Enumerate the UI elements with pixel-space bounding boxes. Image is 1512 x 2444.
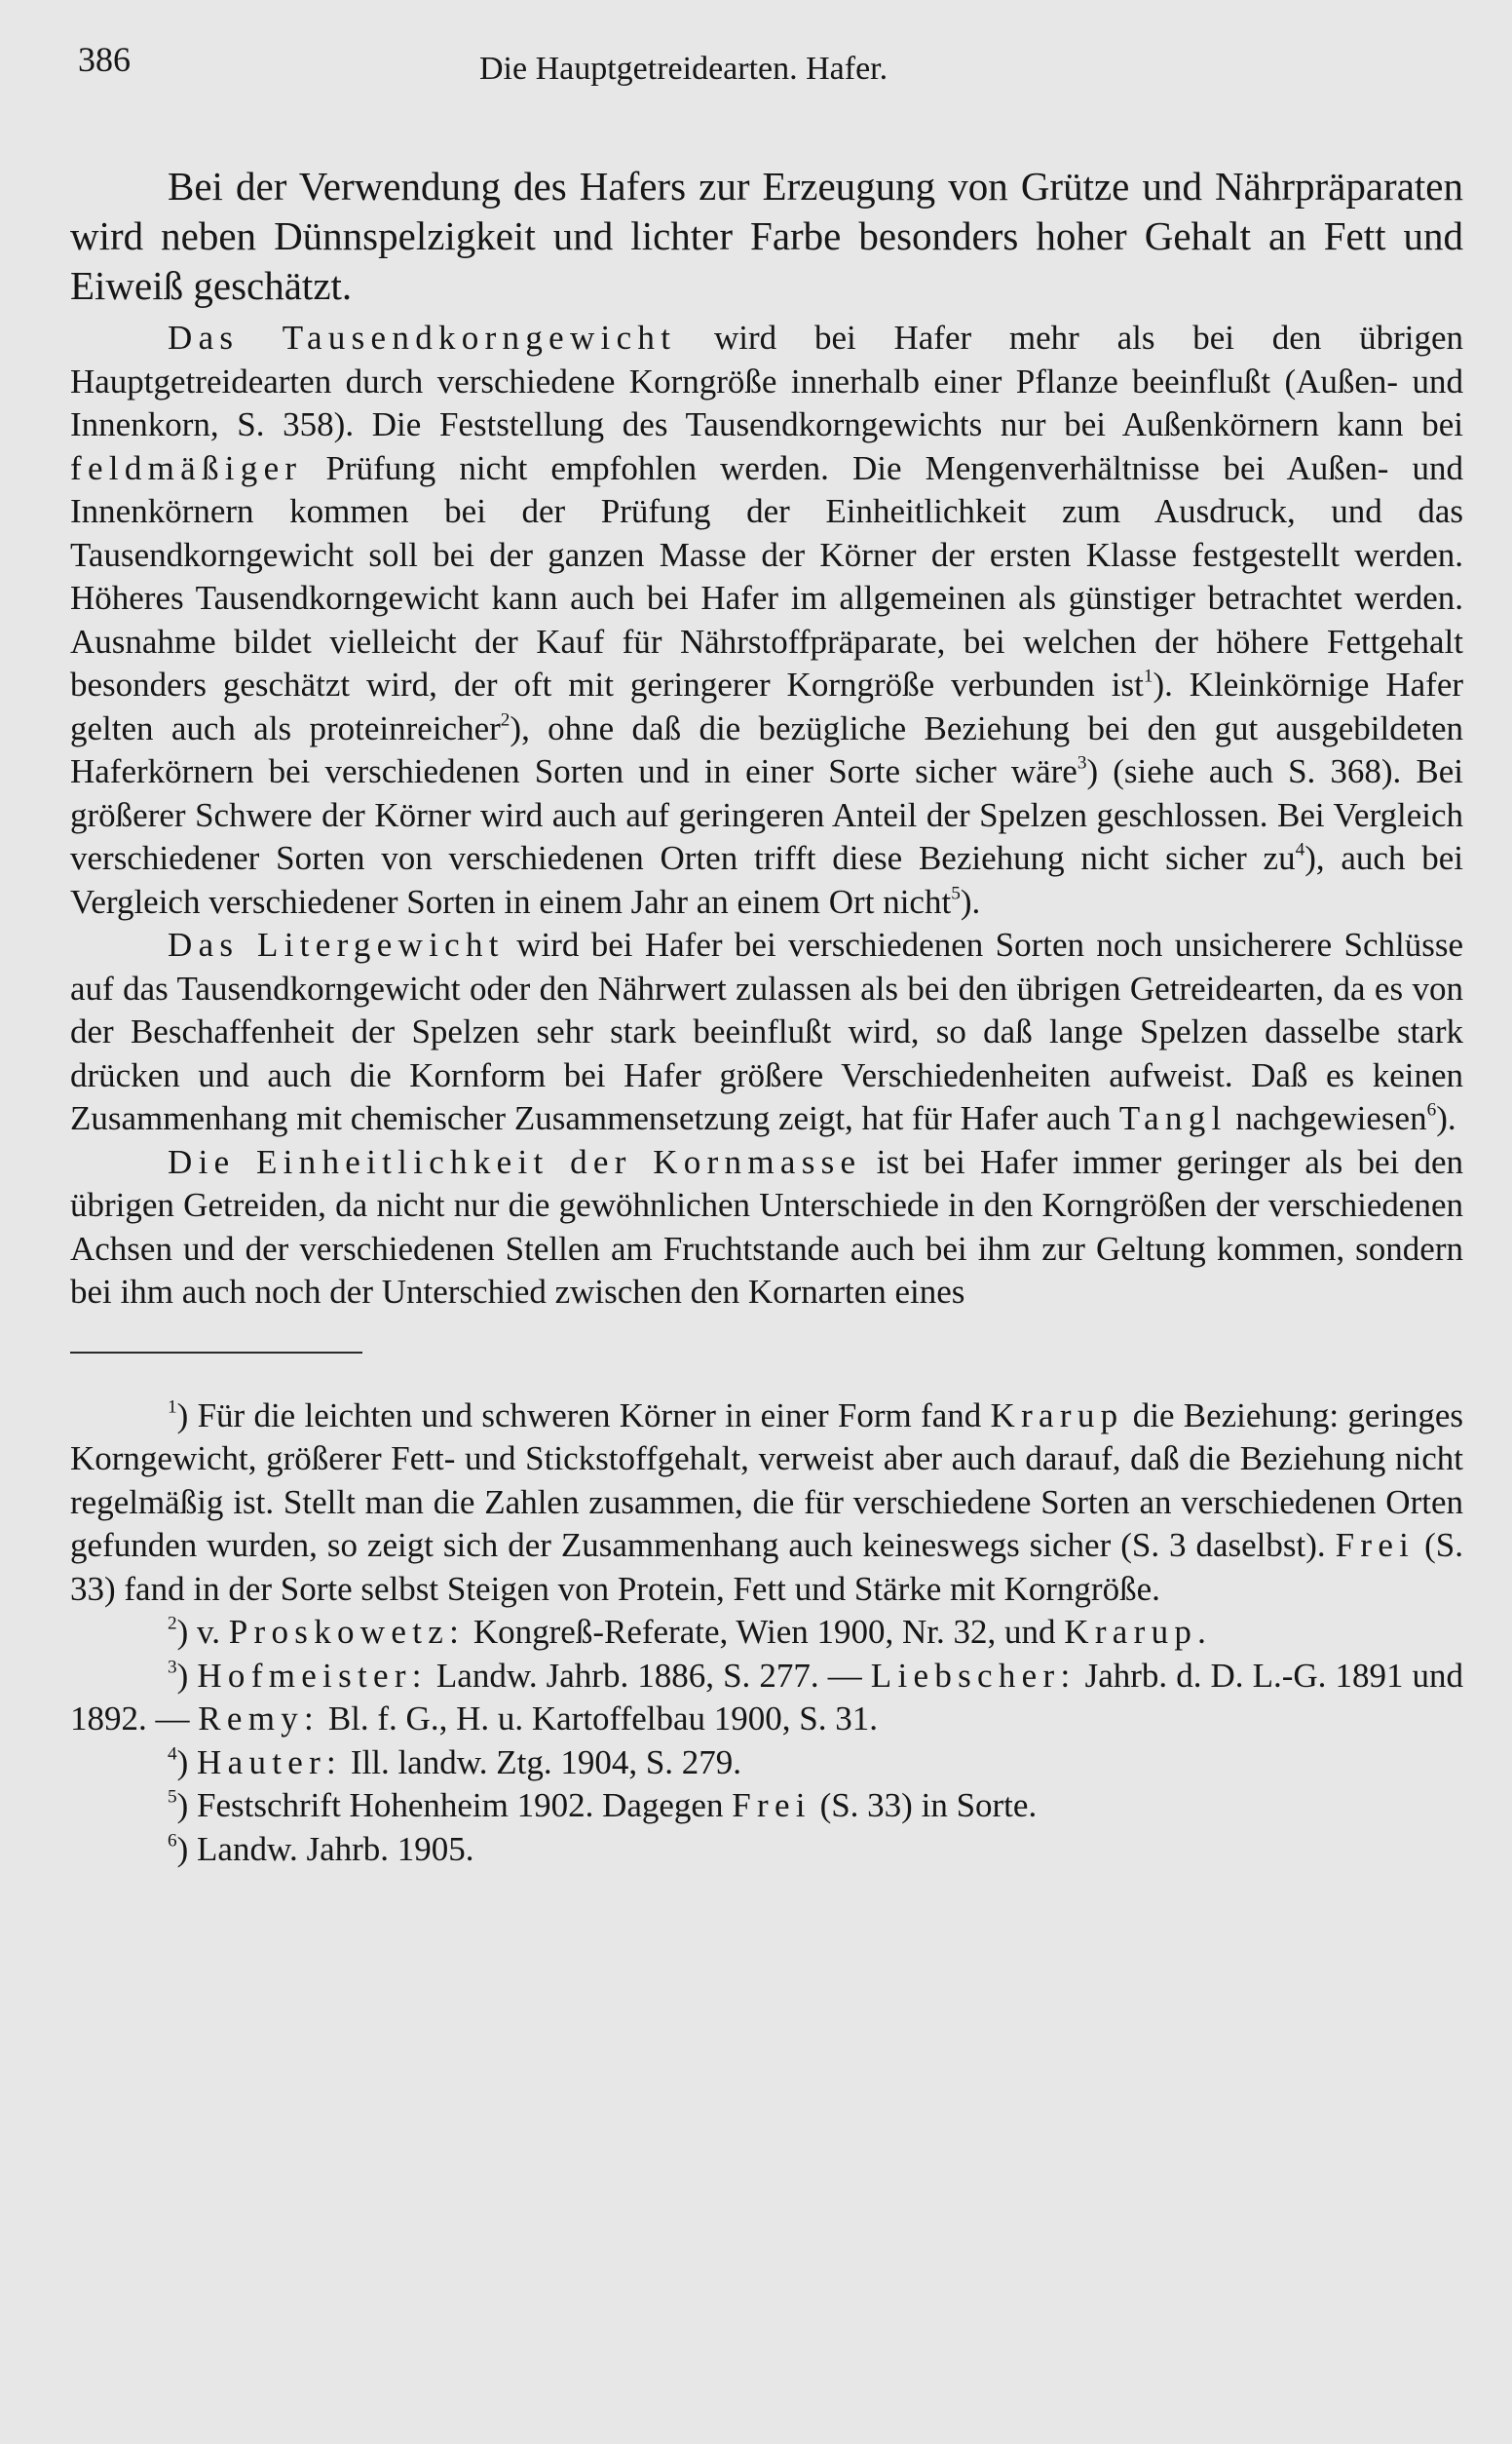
page-header [70,35,1463,94]
footnote-mark: 4 [168,1743,177,1765]
author-name: Liebscher: [870,1656,1077,1695]
text-run: ), ohne daß die bezügliche Beziehung bei den gut ausgebildeten Haferkörnern bei verschiedenen Sorten und in einer Sorte sicher wäre [70,708,1463,790]
page-number: 386 [78,40,131,79]
running-title: Die Hauptgetreidearten. Hafer. [479,51,888,87]
footnote-2: $^2$) v. Proskowetz: Kongreß-Referate, Wien 1900, Nr. 32, und Krarup. [168,1613,1213,1651]
text-run: ). [1436,1099,1456,1137]
footnote-4: $^4$) Hauter: Ill. landw. Ztg. 1904, S. 279. [168,1742,742,1781]
footnote-5: $^5$) Festschrift Hohenheim 1902. Dagegen Frei (S. 33) in Sorte. [168,1786,1038,1824]
footnote-mark: 3 [168,1657,177,1678]
footnote-divider [70,1352,362,1354]
text-run: ), auch bei Vergleich verschiedener Sorten in einem Jahr an einem Ort nicht [70,839,1463,921]
footnote-ref-6[interactable]: 6 [1426,1099,1437,1121]
author-name: Proskowetz: [228,1613,466,1651]
book-page [70,35,1463,2413]
footnote-mark: 2 [168,1613,177,1634]
text-run: Für die leichten und schweren Körner in einer Form fand [197,1395,982,1434]
paragraph-thousand-grain-weight [70,317,1463,924]
text-run: ). [960,882,981,921]
footnote-mark: 5 [168,1786,177,1808]
author-name: Hauter: [197,1742,343,1781]
text-run: ). Kleinkörnige Hafer gelten auch als proteinreicher [70,666,1464,747]
text-run: Landw. Jahrb. 1905. [197,1829,474,1868]
text-run: Jahrb. d. D. L.-G. 1891 und 1892. — [70,1656,1464,1738]
text-run: Landw. Jahrb. 1886, S. 277. — [435,1656,862,1695]
author-name: Frei [732,1786,812,1824]
body-text [70,162,1463,1315]
text-run: ist bei Hafer immer geringer als bei den übrigen Getreiden, da nicht nur die gewöhnlichen Unterschiede in den Korngrößen der verschiedenen Achsen und der verschiedenen Stellen am Fruchtstande auch bei ihm zur Geltung kommen, sondern bei ihm auch noch der Unterschied zwischen den Kornarten eines [70,1142,1463,1311]
paragraph-oats-uses: Bei der Verwendung des Hafers zur Erzeugung von Grütze und Nährpräparaten wird neben Dünnspelzigkeit und lichter Farbe besonders hoher Gehalt an Fett und Eiweiß geschätzt. [70,164,1463,308]
text-run: nachgewiesen [1235,1099,1427,1137]
footnote-ref-5[interactable]: 5 [951,883,961,904]
author-name: Tangl [1118,1099,1228,1137]
text-run: ) (siehe auch S. 368). Bei größerer Schwere der Körner wird auch auf geringeren Anteil der Spelzen geschlossen. Bei Vergleich verschiedener Sorten von verschiedenen Orten trifft diese Beziehung nicht sicher zu [70,752,1463,877]
footnote-ref-4[interactable]: 4 [1295,839,1305,860]
footnote-1: $^1$) Für die leichten und schweren Körner in einer Form fand Krarup die Beziehung: geringes Korngewicht, größerer Fett- und Stickstoffgehalt, verweist aber auch darauf, daß die Beziehung nicht regelmäßig ist. Stellt man die Zahlen zusammen, die für verschiedene Sorten an verschiedenen Orten gefunden wurden, so zeigt sich der Zusammenhang auch keineswegs sicher (S. 3 daselbst). Frei (S. 33) fand in der Sorte selbst Steigen von Protein, Fett und Stärke mit Korngröße. [70,1395,1464,1608]
footnote-ref-3[interactable]: 3 [1077,752,1087,774]
text-run: die Beziehung: geringes Korngewicht, größerer Fett- und Stickstoffgehalt, verweist aber auch darauf, daß die Beziehung nicht regelmäßig ist. Stellt man die Zahlen zusammen, die für verschiedene Sorten an verschiedenen Orten gefunden wurden, so zeigt sich der Zusammenhang auch keineswegs sicher (S. 3 daselbst). [70,1395,1464,1564]
text-run: (S. 33) fand in der Sorte selbst Steigen von Protein, Fett und Stärke mit Korngröße. [70,1526,1464,1608]
footnotes [70,1394,1463,1872]
text-run: (S. 33) in Sorte. [819,1786,1038,1824]
author-name: Krarup. [1064,1613,1213,1651]
paragraph-liter-weight [70,924,1463,1141]
author-name: Remy: [198,1699,321,1738]
footnote-6: $^6$) Landw. Jahrb. 1905. [168,1829,474,1868]
text-run: v. [197,1613,221,1651]
footnote-3: $^3$) Hofmeister: Landw. Jahrb. 1886, S. 277. — Liebscher: Jahrb. d. D. L.-G. 1891 und 1892. — Remy: Bl. f. G., H. u. Kartoffelbau 1900, S. 31. [70,1656,1464,1738]
text-run: wird bei Hafer mehr als bei den übrigen Hauptgetreidearten durch verschiedene Korngröße innerhalb einer Pflanze beeinflußt (Außen- und Innenkorn, S. 358). Die Feststellung des Tausendkorngewichts nur bei Außenkörnern kann bei [70,319,1463,443]
text-run: Bl. f. G., H. u. Kartoffelbau 1900, S. 31. [327,1699,878,1738]
author-name: Krarup [990,1395,1124,1434]
paragraph-uniformity [70,1141,1463,1315]
text-run: wird bei Hafer bei verschiedenen Sorten noch unsicherere Schlüsse auf das Tausendkorngewicht oder den Nährwert zulassen als bei den übrigen Getreidearten, da es von der Beschaffenheit der Spelzen sehr stark beeinflußt wird, so daß lange Spelzen dasselbe stark drücken und auch die Kornform bei Hafer größere Verschiedenheiten aufweist. Daß es keinen Zusammenhang mit chemischer Zusammensetzung zeigt, hat für Hafer auch [70,926,1463,1137]
text-run: Kongreß-Referate, Wien 1900, Nr. 32, und [472,1613,1056,1651]
author-name: Hofmeister: [197,1656,428,1695]
footnote-ref-2[interactable]: 2 [500,709,510,731]
text-run: Festschrift Hohenheim 1902. Dagegen [197,1786,724,1824]
footnote-mark: 1 [168,1396,177,1418]
footnote-mark: 6 [168,1830,177,1852]
emphasis-field-testing: feldmäßiger [70,448,303,487]
term-liter-weight: Das Litergewicht [168,926,505,964]
term-thousand-grain-weight: Das Tausendkorngewicht [168,319,677,357]
text-run: Ill. landw. Ztg. 1904, S. 279. [350,1742,742,1781]
footnote-ref-1[interactable]: 1 [1143,666,1153,687]
author-name: Frei [1335,1526,1416,1564]
term-uniformity: Die Einheitlichkeit der Kornmasse [168,1142,862,1181]
text-run: Prüfung nicht empfohlen werden. Die Mengenverhältnisse bei Außen- und Innenkörnern kommen bei der Prüfung der Einheitlichkeit zum Ausdruck, und das Tausendkorngewicht soll bei der ganzen Masse der Körner der ersten Klasse festgestellt werden. Höheres Tausendkorngewicht kann auch bei Hafer im allgemeinen als günstiger betrachtet werden. Ausnahme bildet vielleicht der Kauf für Nährstoffpräparate, bei welchen der höhere Fettgehalt besonders geschätzt wird, der oft mit geringerer Korngröße verbunden ist [70,448,1464,704]
